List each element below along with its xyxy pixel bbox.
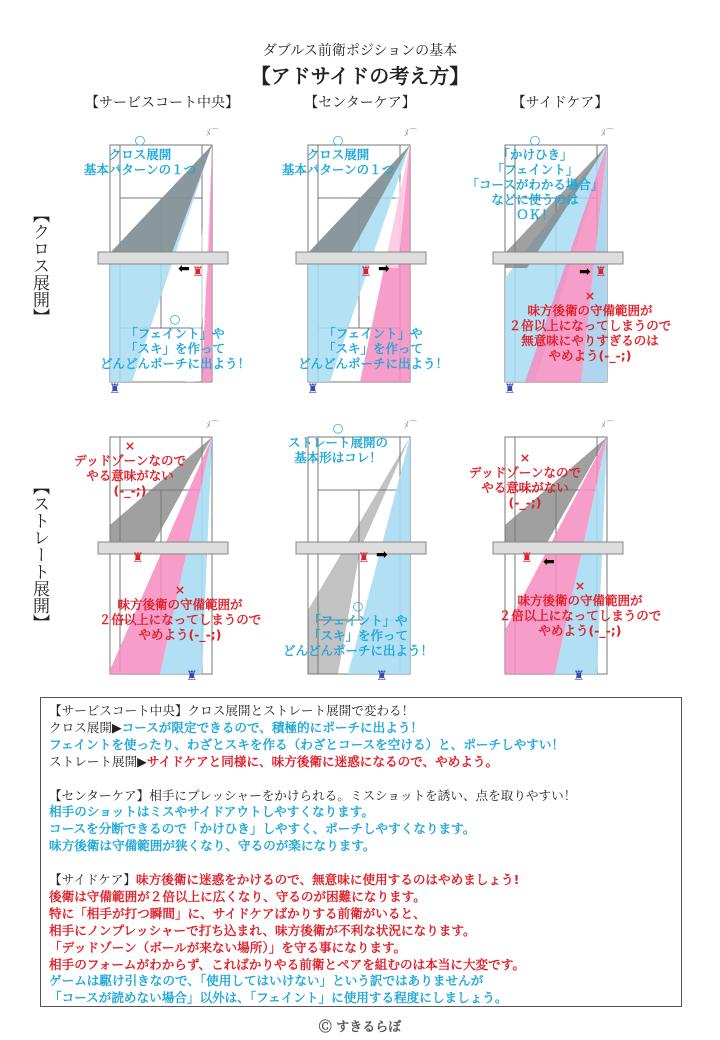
svg-text:♜: ♜: [595, 265, 607, 280]
diagram-note-line: クロス展開: [108, 147, 172, 162]
diagram-note-mark: ×: [574, 578, 586, 593]
svg-text:♜: ♜: [360, 265, 372, 280]
column-header-side-care: 【サイドケア】: [511, 95, 609, 111]
diagram-note-line: やめよう(-_-;): [538, 623, 622, 638]
diagram-note-line: ２倍以上になってしまうので: [508, 318, 672, 333]
note-prefix: ストレート展開▶: [49, 753, 147, 769]
svg-text:➡: ➡: [378, 261, 390, 277]
diagram-note-mark: ×: [124, 438, 136, 453]
note-prefix: クロス展開▶: [49, 719, 122, 735]
note-line: 相手にノンプレッシャーで打ち込まれ、味方後衛が不利な状況になります。: [49, 922, 476, 938]
svg-text:♜: ♜: [186, 669, 198, 684]
diagram-note-mark: ○: [529, 132, 541, 147]
row-header-cross: 【クロス展開】: [29, 205, 49, 325]
note-line: 「コースが読めない場合」以外は、「フェイント」に使用する程度にしましょう。: [49, 990, 508, 1006]
diagram-note-line: やる意味がない: [86, 468, 174, 483]
diagram-note-line: どんどんポーチに出よう！: [282, 643, 433, 658]
note-line: 特に「相手が打つ瞬間」に、サイドケアばかりする前衛がいると、: [49, 905, 426, 921]
note-line: 味方後衛は守備範囲が狭くなり、守るのが楽になります。: [49, 838, 376, 854]
diagram-note-mark: ○: [332, 132, 344, 147]
note-text: サイドケアと同様に、味方後衛に迷惑になるので、やめよう。: [146, 753, 499, 769]
svg-text:ﾒ⌒: ﾒ⌒: [206, 129, 220, 139]
diagram-note-line: 基本パターンの１つ: [83, 162, 197, 177]
page-subtitle: ダブルス前衛ポジションの基本: [262, 43, 458, 59]
note-spacer: [49, 771, 673, 788]
diagram-note-line: ２倍以上になってしまうので: [98, 612, 262, 627]
diagram-note-mark: ○: [352, 598, 364, 613]
note-line: 後衛は守備範囲が２倍以上に広くなり、守るのが困難になります。: [49, 888, 426, 904]
diagram-note-line: クロス展開: [306, 147, 370, 162]
diagram-note-line: 「フェイント」や: [308, 613, 408, 628]
diagram-note-line: 「フェイント」や: [125, 326, 225, 341]
diagram-note-line: 「スキ」を作って: [322, 341, 423, 356]
diagram-note-line: 味方後衛の守備範囲が: [527, 303, 653, 318]
diagram-note-line: やめよう(-_-;): [138, 627, 222, 642]
svg-text:⬅: ⬅: [178, 261, 190, 277]
note-line: 【センターケア】相手にプレッシャーをかけられる。ミスショットを誘い、点を取りやすい！: [49, 787, 577, 803]
diagram-note-line: 「スキ」を作って: [307, 628, 408, 643]
diagram-note-line: 「フェイント」や: [323, 326, 423, 341]
svg-text:♜: ♜: [358, 551, 370, 566]
diagram-note-line: デッドゾーンなので: [468, 465, 581, 480]
diagram-note-line: ＯＫ！: [516, 207, 554, 222]
note-line: フェイントを使ったり、わざとスキを作る（わざとコースを空ける）と、ポーチしやすい！: [49, 736, 565, 752]
page-title: 【アドサイドの考え方】: [250, 64, 470, 88]
svg-text:♜: ♜: [573, 669, 585, 684]
note-spacer: [49, 855, 673, 872]
svg-text:♜: ♜: [132, 551, 144, 566]
diagram-note-line: 味方後衛の守備範囲が: [517, 593, 643, 608]
diagram-note-line: やめよう(-_-;): [548, 348, 632, 363]
diagram-cross-side-care: [466, 118, 705, 397]
diagram-note-line: ストレート展開の: [287, 435, 388, 450]
diagram-note-mark: ○: [169, 311, 181, 326]
diagram-note-line: (-_-;): [113, 483, 147, 498]
diagram-note-line: どんどんポーチに出よう！: [297, 356, 448, 371]
note-line: [49, 754, 673, 771]
diagram-note-line: 味方後衛の守備範囲が: [117, 597, 243, 612]
svg-text:ﾒ⌒: ﾒ⌒: [601, 129, 615, 139]
svg-text:ﾒ⌒: ﾒ⌒: [404, 421, 418, 431]
column-header-center: 【サービスコート中央】: [85, 95, 239, 111]
svg-text:ﾒ⌒: ﾒ⌒: [206, 421, 220, 431]
diagram-note-line: やる意味がない: [481, 480, 569, 495]
column-header-center-care: 【センターケア】: [304, 95, 416, 111]
diagram-note-mark: ×: [584, 288, 596, 303]
diagram-note-line: 基本パターンの１つ: [281, 162, 395, 177]
diagram-note-line: 無意味にやりすぎるのは: [521, 333, 659, 348]
svg-text:♜: ♜: [521, 551, 533, 566]
svg-text:ﾒ⌒: ﾒ⌒: [601, 421, 615, 431]
note-text: 味方後衛に迷惑をかけるので、無意味に使用するのはやめましょう!: [136, 872, 520, 888]
copyright-footer: Ⓒ すきるらぼ: [318, 1020, 402, 1035]
diagram-note-mark: ○: [332, 420, 344, 435]
svg-text:♜: ♜: [109, 382, 121, 397]
note-prefix: 【サイドケア】: [49, 872, 137, 888]
svg-text:♜: ♜: [307, 382, 319, 397]
svg-text:♜: ♜: [192, 265, 204, 280]
note-line: [49, 720, 673, 737]
note-line: コースを分断できるので「かけひき」しやすく、ポーチしやすくなります。: [49, 821, 476, 837]
note-line: 相手のフォームがわからず、こればかりやる前衛とペアを組むのは本当に大変です。: [49, 956, 525, 972]
diagram-note-mark: ○: [134, 132, 146, 147]
svg-text:⬅: ⬅: [543, 554, 555, 570]
diagram-note-line: 「かけひき」: [497, 147, 573, 162]
svg-text:➡: ➡: [376, 547, 388, 563]
svg-text:♜: ♜: [376, 669, 388, 684]
note-line: ゲームは駆け引きなので、「使用してはいけない」という訳ではありませんが: [49, 973, 484, 989]
svg-text:➡: ➡: [579, 264, 591, 280]
diagram-note-line: ２倍以上になってしまうので: [498, 608, 662, 623]
note-text: コースが限定できるので、積極的にポーチに出よう！: [121, 719, 424, 735]
diagram-note-line: 「スキ」を作って: [124, 341, 225, 356]
note-line: 相手のショットはミスやサイドアウトしやすくなります。: [49, 804, 374, 820]
note-line: 「デッドゾーン（ボールが来ない場所）」を守る事になります。: [49, 939, 407, 955]
diagram-note-line: 「フェイント」: [491, 162, 579, 177]
row-header-straight: 【ストレート展開】: [29, 478, 49, 631]
svg-text:♜: ♜: [504, 382, 516, 397]
diagram-note-line: などに使うのは: [491, 192, 579, 207]
diagram-note-mark: ×: [174, 582, 186, 597]
diagram-note-mark: ×: [519, 450, 531, 465]
note-line: [49, 872, 673, 889]
note-line: 【サービスコート中央】クロス展開とストレート展開で変わる！: [49, 703, 415, 718]
svg-text:ﾒ⌒: ﾒ⌒: [404, 129, 418, 139]
diagram-note-line: 「コースがわかる場合」: [466, 177, 604, 192]
diagram-note-line: 基本形はコレ！: [294, 450, 382, 465]
diagram-note-line: デッドゾーンなので: [73, 453, 186, 468]
diagram-note-line: (-_-;): [508, 495, 542, 510]
diagram-note-line: どんどんポーチに出よう！: [99, 356, 250, 371]
diagram-straight-side-care: [468, 410, 705, 684]
explanation-box: [40, 697, 682, 1007]
